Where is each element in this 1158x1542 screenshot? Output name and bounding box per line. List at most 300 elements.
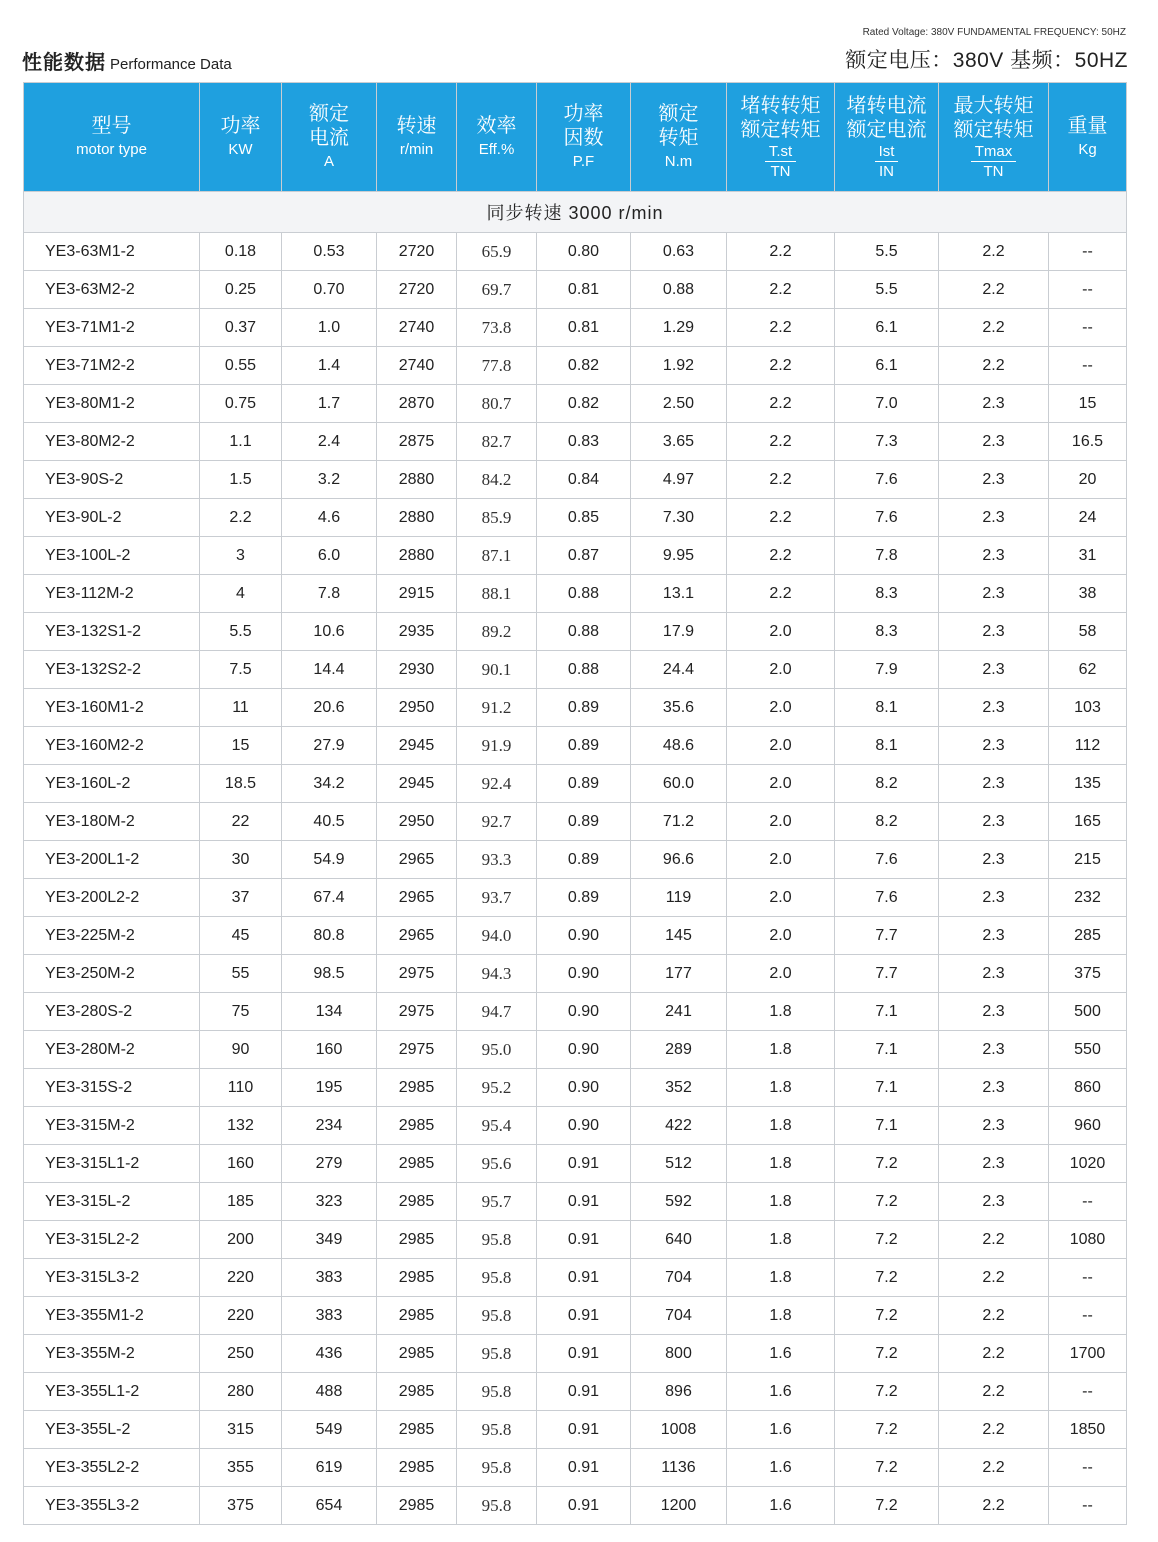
table-cell: 1.6: [727, 1335, 835, 1373]
table-cell: 0.91: [537, 1221, 631, 1259]
table-cell: 2.2: [939, 1449, 1049, 1487]
page-title-zh: 性能数据: [22, 52, 106, 74]
table-cell: 0.75: [200, 385, 282, 423]
table-cell: 80.7: [457, 385, 537, 423]
table-cell: 2985: [377, 1183, 457, 1221]
table-cell: 2.2: [727, 423, 835, 461]
table-cell: 2945: [377, 727, 457, 765]
table-cell: 1.8: [727, 1183, 835, 1221]
table-cell: 92.4: [457, 765, 537, 803]
table-cell: 0.89: [537, 803, 631, 841]
table-row: [24, 993, 1127, 1031]
column-header-zh: 功率 因数: [563, 103, 604, 149]
table-cell: 0.89: [537, 765, 631, 803]
table-cell: 7.1: [835, 993, 939, 1031]
table-cell: 0.70: [282, 271, 377, 309]
table-cell: 95.8: [457, 1221, 537, 1259]
table-cell: 285: [1049, 917, 1127, 955]
column-header-9: [939, 83, 1049, 192]
table-cell: 0.88: [537, 651, 631, 689]
table-cell: 22: [200, 803, 282, 841]
table-row: [24, 1411, 1127, 1449]
table-cell: 77.8: [457, 347, 537, 385]
table-cell: 3: [200, 537, 282, 575]
motor-type-cell: YE3-180M-2: [24, 803, 200, 841]
table-cell: 84.2: [457, 461, 537, 499]
fraction-numerator: Tmax: [971, 143, 1017, 162]
table-cell: 8.2: [835, 803, 939, 841]
table-cell: 2985: [377, 1145, 457, 1183]
table-cell: 1.8: [727, 993, 835, 1031]
table-cell: 2.3: [939, 537, 1049, 575]
column-header-zh: 效率: [476, 115, 517, 137]
ratio-fraction: [765, 143, 796, 181]
table-cell: 0.80: [537, 233, 631, 271]
table-cell: 2915: [377, 575, 457, 613]
table-cell: 0.82: [537, 347, 631, 385]
table-cell: 18.5: [200, 765, 282, 803]
motor-type-cell: YE3-200L2-2: [24, 879, 200, 917]
motor-type-cell: YE3-355L-2: [24, 1411, 200, 1449]
motor-type-cell: YE3-132S1-2: [24, 613, 200, 651]
table-cell: 250: [200, 1335, 282, 1373]
table-cell: 7.8: [835, 537, 939, 575]
table-cell: 2.2: [727, 575, 835, 613]
table-cell: 89.2: [457, 613, 537, 651]
table-cell: 112: [1049, 727, 1127, 765]
table-cell: 1.8: [727, 1259, 835, 1297]
table-cell: 91.2: [457, 689, 537, 727]
motor-type-cell: YE3-160L-2: [24, 765, 200, 803]
table-cell: 185: [200, 1183, 282, 1221]
table-cell: 2.3: [939, 499, 1049, 537]
table-cell: 232: [1049, 879, 1127, 917]
motor-type-cell: YE3-63M1-2: [24, 233, 200, 271]
table-cell: 95.4: [457, 1107, 537, 1145]
table-cell: 0.91: [537, 1145, 631, 1183]
column-header-zh: 功率: [220, 115, 261, 137]
table-cell: --: [1049, 1449, 1127, 1487]
fraction-numerator: Ist: [875, 143, 899, 162]
column-header-zh: 型号: [91, 115, 132, 137]
table-cell: 2.3: [939, 689, 1049, 727]
table-cell: 95.8: [457, 1297, 537, 1335]
table-cell: 7.2: [835, 1487, 939, 1525]
column-header-1: [200, 83, 282, 192]
motor-type-cell: YE3-355L2-2: [24, 1449, 200, 1487]
table-cell: 80.8: [282, 917, 377, 955]
table-cell: 2.0: [727, 803, 835, 841]
motor-type-cell: YE3-225M-2: [24, 917, 200, 955]
column-header-zh: 最大转矩 额定转矩: [953, 94, 1034, 141]
table-cell: 2875: [377, 423, 457, 461]
table-row: [24, 461, 1127, 499]
column-header-en: Kg: [1078, 141, 1097, 158]
ratio-fraction: [875, 143, 899, 181]
column-header-2: [282, 83, 377, 192]
table-cell: 2.3: [939, 993, 1049, 1031]
table-cell: 54.9: [282, 841, 377, 879]
table-cell: 5.5: [835, 271, 939, 309]
table-cell: 98.5: [282, 955, 377, 993]
table-cell: 383: [282, 1259, 377, 1297]
table-body: [24, 192, 1127, 1525]
table-row: [24, 575, 1127, 613]
table-cell: 24.4: [631, 651, 727, 689]
table-cell: 654: [282, 1487, 377, 1525]
table-cell: 2.0: [727, 955, 835, 993]
table-cell: 30: [200, 841, 282, 879]
table-cell: 95.7: [457, 1183, 537, 1221]
table-cell: 215: [1049, 841, 1127, 879]
motor-type-cell: YE3-280M-2: [24, 1031, 200, 1069]
table-cell: 1700: [1049, 1335, 1127, 1373]
table-cell: 2.3: [939, 765, 1049, 803]
motor-type-cell: YE3-112M-2: [24, 575, 200, 613]
table-cell: 2.3: [939, 727, 1049, 765]
table-cell: 0.91: [537, 1411, 631, 1449]
table-cell: 2.2: [939, 347, 1049, 385]
motor-type-cell: YE3-160M2-2: [24, 727, 200, 765]
table-cell: --: [1049, 347, 1127, 385]
table-cell: 0.18: [200, 233, 282, 271]
table-cell: 92.7: [457, 803, 537, 841]
motor-type-cell: YE3-315S-2: [24, 1069, 200, 1107]
table-cell: 75: [200, 993, 282, 1031]
table-cell: 95.8: [457, 1411, 537, 1449]
table-cell: 134: [282, 993, 377, 1031]
table-cell: 14.4: [282, 651, 377, 689]
table-cell: 71.2: [631, 803, 727, 841]
table-cell: 0.91: [537, 1373, 631, 1411]
table-cell: 2880: [377, 499, 457, 537]
table-cell: 1.6: [727, 1411, 835, 1449]
table-cell: 95.8: [457, 1449, 537, 1487]
table-cell: 10.6: [282, 613, 377, 651]
table-cell: 2.2: [939, 1221, 1049, 1259]
table-cell: 2.3: [939, 423, 1049, 461]
table-cell: 2.0: [727, 917, 835, 955]
motor-type-cell: YE3-280S-2: [24, 993, 200, 1031]
table-cell: 7.6: [835, 841, 939, 879]
table-cell: 1.6: [727, 1449, 835, 1487]
table-cell: 352: [631, 1069, 727, 1107]
table-cell: 0.91: [537, 1449, 631, 1487]
table-cell: 95.8: [457, 1487, 537, 1525]
column-header-en: N.m: [664, 153, 693, 170]
table-cell: 17.9: [631, 613, 727, 651]
table-cell: 2.0: [727, 727, 835, 765]
column-header-zh: 堵转转矩 额定转矩: [740, 94, 821, 141]
table-cell: 220: [200, 1297, 282, 1335]
table-cell: 550: [1049, 1031, 1127, 1069]
table-cell: 160: [282, 1031, 377, 1069]
table-cell: 2740: [377, 347, 457, 385]
table-cell: 200: [200, 1221, 282, 1259]
table-row: [24, 537, 1127, 575]
table-cell: 2.3: [939, 1107, 1049, 1145]
table-cell: 95.8: [457, 1259, 537, 1297]
table-cell: 315: [200, 1411, 282, 1449]
table-cell: 2.2: [939, 1487, 1049, 1525]
table-cell: 6.0: [282, 537, 377, 575]
table-cell: 5.5: [200, 613, 282, 651]
table-cell: 27.9: [282, 727, 377, 765]
table-cell: 67.4: [282, 879, 377, 917]
motor-type-cell: YE3-132S2-2: [24, 651, 200, 689]
table-cell: 704: [631, 1297, 727, 1335]
table-cell: 7.2: [835, 1449, 939, 1487]
table-cell: 2720: [377, 233, 457, 271]
table-cell: 2740: [377, 309, 457, 347]
column-header-8: [835, 83, 939, 192]
table-row: [24, 1297, 1127, 1335]
table-row: [24, 499, 1127, 537]
table-row: [24, 1183, 1127, 1221]
table-cell: 110: [200, 1069, 282, 1107]
table-cell: 7.2: [835, 1373, 939, 1411]
table-cell: 2985: [377, 1335, 457, 1373]
table-cell: 34.2: [282, 765, 377, 803]
table-cell: 0.91: [537, 1335, 631, 1373]
page-title-en: Performance Data: [110, 56, 232, 73]
column-header-en: Eff.%: [478, 141, 515, 158]
table-cell: 6.1: [835, 309, 939, 347]
motor-type-cell: YE3-71M2-2: [24, 347, 200, 385]
table-cell: 2.0: [727, 765, 835, 803]
table-cell: 3.2: [282, 461, 377, 499]
column-header-zh: 额定 电流: [309, 103, 349, 149]
table-cell: 2.0: [727, 841, 835, 879]
column-header-3: [377, 83, 457, 192]
column-header-zh: 堵转电流 额定电流: [846, 94, 927, 141]
table-cell: 24: [1049, 499, 1127, 537]
table-row: [24, 1031, 1127, 1069]
table-cell: 0.91: [537, 1487, 631, 1525]
table-cell: 7.2: [835, 1259, 939, 1297]
table-cell: 1.0: [282, 309, 377, 347]
table-cell: 896: [631, 1373, 727, 1411]
table-cell: 280: [200, 1373, 282, 1411]
fraction-denominator: TN: [770, 162, 791, 180]
table-cell: 1080: [1049, 1221, 1127, 1259]
table-cell: 6.1: [835, 347, 939, 385]
table-cell: 0.91: [537, 1183, 631, 1221]
table-cell: 13.1: [631, 575, 727, 613]
motor-type-cell: YE3-315M-2: [24, 1107, 200, 1145]
table-cell: 2.2: [727, 499, 835, 537]
motor-type-cell: YE3-355M1-2: [24, 1297, 200, 1335]
table-cell: 279: [282, 1145, 377, 1183]
table-row: [24, 1487, 1127, 1525]
table-row: [24, 803, 1127, 841]
table-header: [24, 83, 1127, 192]
motor-type-cell: YE3-80M2-2: [24, 423, 200, 461]
table-cell: 7.1: [835, 1031, 939, 1069]
table-cell: 323: [282, 1183, 377, 1221]
table-cell: 7.30: [631, 499, 727, 537]
table-cell: 0.89: [537, 841, 631, 879]
rated-voltage-en: Rated Voltage: 380V FUNDAMENTAL FREQUENCY: 50HZ: [862, 27, 1126, 38]
table-cell: 1008: [631, 1411, 727, 1449]
table-cell: 2.0: [727, 879, 835, 917]
table-cell: 145: [631, 917, 727, 955]
table-cell: 2.3: [939, 955, 1049, 993]
table-cell: 220: [200, 1259, 282, 1297]
table-cell: 2.0: [727, 651, 835, 689]
table-cell: 383: [282, 1297, 377, 1335]
table-cell: 2.0: [727, 613, 835, 651]
motor-type-cell: YE3-315L1-2: [24, 1145, 200, 1183]
table-row: [24, 1107, 1127, 1145]
table-cell: 800: [631, 1335, 727, 1373]
table-cell: 234: [282, 1107, 377, 1145]
table-cell: 289: [631, 1031, 727, 1069]
table-cell: 0.90: [537, 1031, 631, 1069]
table-cell: 8.3: [835, 613, 939, 651]
table-cell: 2720: [377, 271, 457, 309]
table-row: [24, 765, 1127, 803]
table-cell: 2.3: [939, 385, 1049, 423]
table-cell: 82.7: [457, 423, 537, 461]
table-cell: 7.2: [835, 1297, 939, 1335]
table-row: [24, 1373, 1127, 1411]
table-cell: 2985: [377, 1487, 457, 1525]
table-cell: 55: [200, 955, 282, 993]
table-cell: 1.6: [727, 1373, 835, 1411]
fraction-denominator: IN: [879, 162, 894, 180]
motor-type-cell: YE3-90L-2: [24, 499, 200, 537]
table-cell: 512: [631, 1145, 727, 1183]
column-header-zh: 转速: [396, 115, 437, 137]
table-cell: 2.2: [939, 1373, 1049, 1411]
table-cell: 2985: [377, 1259, 457, 1297]
table-cell: 2950: [377, 689, 457, 727]
table-cell: 619: [282, 1449, 377, 1487]
table-cell: 375: [1049, 955, 1127, 993]
table-cell: 2.3: [939, 1031, 1049, 1069]
motor-type-cell: YE3-315L2-2: [24, 1221, 200, 1259]
table-cell: 94.7: [457, 993, 537, 1031]
table-cell: 2.2: [939, 1335, 1049, 1373]
table-cell: 8.3: [835, 575, 939, 613]
table-cell: 436: [282, 1335, 377, 1373]
motor-type-cell: YE3-71M1-2: [24, 309, 200, 347]
table-cell: 2965: [377, 879, 457, 917]
column-header-7: [727, 83, 835, 192]
table-cell: 2.2: [939, 233, 1049, 271]
table-cell: 160: [200, 1145, 282, 1183]
table-row: [24, 727, 1127, 765]
table-cell: 0.55: [200, 347, 282, 385]
table-cell: 2880: [377, 461, 457, 499]
fraction-numerator: T.st: [765, 143, 796, 162]
table-cell: 1.92: [631, 347, 727, 385]
table-cell: 165: [1049, 803, 1127, 841]
motor-type-cell: YE3-160M1-2: [24, 689, 200, 727]
table-cell: 2.50: [631, 385, 727, 423]
table-cell: 85.9: [457, 499, 537, 537]
table-cell: 0.87: [537, 537, 631, 575]
table-cell: 60.0: [631, 765, 727, 803]
table-cell: 1.8: [727, 1221, 835, 1259]
ratio-fraction: [971, 143, 1017, 181]
table-cell: 38: [1049, 575, 1127, 613]
table-cell: 1.8: [727, 1145, 835, 1183]
table-cell: 7.6: [835, 499, 939, 537]
table-cell: 2870: [377, 385, 457, 423]
motor-type-cell: YE3-315L-2: [24, 1183, 200, 1221]
table-cell: 1.4: [282, 347, 377, 385]
table-cell: 7.7: [835, 917, 939, 955]
table-cell: 0.91: [537, 1259, 631, 1297]
column-header-en: motor type: [76, 141, 147, 158]
table-cell: 35.6: [631, 689, 727, 727]
table-cell: 20: [1049, 461, 1127, 499]
motor-type-cell: YE3-90S-2: [24, 461, 200, 499]
section-row: [24, 192, 1127, 233]
rated-voltage-zh: 额定电压：380V 基频：50HZ: [845, 49, 1128, 72]
table-row: [24, 1221, 1127, 1259]
table-cell: 2.2: [727, 461, 835, 499]
table-cell: --: [1049, 1487, 1127, 1525]
table-cell: 95.8: [457, 1335, 537, 1373]
table-cell: 500: [1049, 993, 1127, 1031]
table-cell: 0.82: [537, 385, 631, 423]
column-header-6: [631, 83, 727, 192]
table-cell: 0.81: [537, 271, 631, 309]
table-cell: 488: [282, 1373, 377, 1411]
table-cell: 94.0: [457, 917, 537, 955]
table-row: [24, 1335, 1127, 1373]
table-cell: 0.88: [537, 575, 631, 613]
table-cell: 1.5: [200, 461, 282, 499]
table-cell: 0.63: [631, 233, 727, 271]
table-cell: 8.1: [835, 727, 939, 765]
table-cell: 37: [200, 879, 282, 917]
table-row: [24, 955, 1127, 993]
table-cell: 2.3: [939, 651, 1049, 689]
table-cell: 96.6: [631, 841, 727, 879]
table-cell: 2985: [377, 1411, 457, 1449]
table-cell: 2.2: [939, 1259, 1049, 1297]
table-cell: 95.8: [457, 1373, 537, 1411]
section-label: 同步转速 3000 r/min: [24, 192, 1127, 233]
table-cell: 58: [1049, 613, 1127, 651]
table-cell: 103: [1049, 689, 1127, 727]
table-cell: 0.25: [200, 271, 282, 309]
table-cell: 7.8: [282, 575, 377, 613]
table-cell: 2.2: [727, 233, 835, 271]
column-header-zh: 额定 转矩: [658, 103, 699, 149]
table-cell: 1.8: [727, 1031, 835, 1069]
table-cell: 2.3: [939, 1145, 1049, 1183]
table-cell: 95.0: [457, 1031, 537, 1069]
table-cell: 91.9: [457, 727, 537, 765]
table-cell: 2.2: [200, 499, 282, 537]
table-cell: 2945: [377, 765, 457, 803]
table-cell: 1020: [1049, 1145, 1127, 1183]
table-cell: 2975: [377, 955, 457, 993]
table-cell: 355: [200, 1449, 282, 1487]
table-cell: 2.3: [939, 803, 1049, 841]
header-row: [24, 83, 1127, 192]
table-cell: 0.84: [537, 461, 631, 499]
column-header-zh: 重量: [1067, 115, 1108, 137]
table-cell: 2965: [377, 917, 457, 955]
motor-type-cell: YE3-315L3-2: [24, 1259, 200, 1297]
table-cell: 0.90: [537, 917, 631, 955]
